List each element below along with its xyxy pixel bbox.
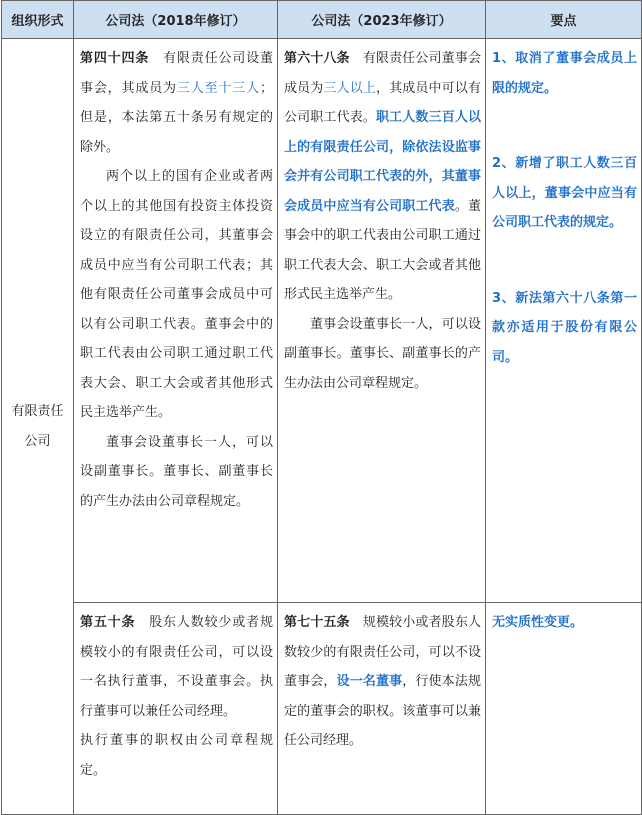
key-points-cell: [486, 39, 642, 603]
article-number: 第五十条: [80, 615, 136, 630]
article-number: 第七十五条: [284, 615, 350, 630]
header-row: [2, 1, 642, 39]
paragraph: [80, 608, 273, 726]
org-type-cell: 有限责任公司: [2, 39, 74, 815]
text: 股东人数较少或者规模较小的有限责任公司，可以设一名执行董事，不设董事会。执行董事可以兼任公司经理。: [80, 615, 273, 719]
paragraph: 执行董事的职权由公司章程规定。: [80, 733, 273, 778]
header-law-2018: 公司法（2018年修订）: [74, 1, 278, 39]
paragraph: [284, 44, 481, 310]
text: ，其成员中可以有公司职工代表。: [284, 80, 481, 125]
paragraph: 董事会设董事长一人，可以设副董事长。董事长、副董事长的产生办法由公司章程规定。: [80, 434, 273, 509]
law-2018-cell: [74, 603, 278, 815]
key-point: 3、新法第六十八条第一款亦适用于股份有限公司。: [492, 290, 637, 365]
text: 有限责任公司董事会成员为: [284, 51, 481, 96]
key-point: 2、新增了职工人数三百人以上，董事会中应当有公司职工代表的规定。: [492, 156, 637, 230]
law-2023-cell: [278, 603, 486, 815]
text: 规模较小或者股东人数较少的有限责任公司，可以不设董事会，: [284, 615, 481, 689]
text: ，行使本法规定的董事会的职权。该董事可以兼任公司经理。: [284, 674, 481, 748]
paragraph: [284, 608, 481, 756]
header-key-points: 要点: [486, 1, 642, 39]
table-row: [2, 39, 642, 603]
paragraph: [80, 44, 273, 162]
highlight: 职工人数三百人以上的有限责任公司，除依法设监事会并有公司职工代表的外，其董事会成员中应当有公司职工代表: [284, 110, 481, 214]
paragraph: 董事会设董事长一人，可以设副董事长。董事长、副董事长的产生办法由公司章程规定。: [284, 316, 481, 391]
highlight: 三人以上: [323, 80, 376, 96]
text: 。董事会中的职工代表由公司职工通过职工代表大会、职工大会或者其他形式民主选举产生。: [284, 198, 481, 302]
law-2018-cell: [74, 39, 278, 603]
text: 有限责任公司设董事会，其成员为: [80, 51, 273, 96]
text: ；但是，本法第五十条另有规定的除外。: [80, 80, 273, 155]
key-point: 1、取消了董事会成员上限的规定。: [492, 51, 637, 96]
article-number: 第六十八条: [284, 51, 350, 66]
highlight: 三人至十三人: [176, 80, 260, 96]
key-points-cell: [486, 603, 642, 815]
comparison-table: [1, 0, 642, 815]
header-law-2023: 公司法（2023年修订）: [278, 1, 486, 39]
article-number: 第四十四条: [80, 51, 150, 66]
header-org-type: 组织形式: [2, 1, 74, 39]
key-point: 无实质性变更。: [492, 615, 584, 630]
law-2023-cell: [278, 39, 486, 603]
highlight: 设一名董事: [336, 674, 403, 689]
table-row: [2, 603, 642, 815]
paragraph: 两个以上的国有企业或者两个以上的其他国有投资主体投资设立的有限责任公司，其董事会成员中应当有公司职工代表；其他有限责任公司董事会成员中可以有公司职工代表。董事会中的职工代表由公司职工通过职工代表大会、职工大会或者其他形式民主选举产生。: [80, 169, 273, 420]
